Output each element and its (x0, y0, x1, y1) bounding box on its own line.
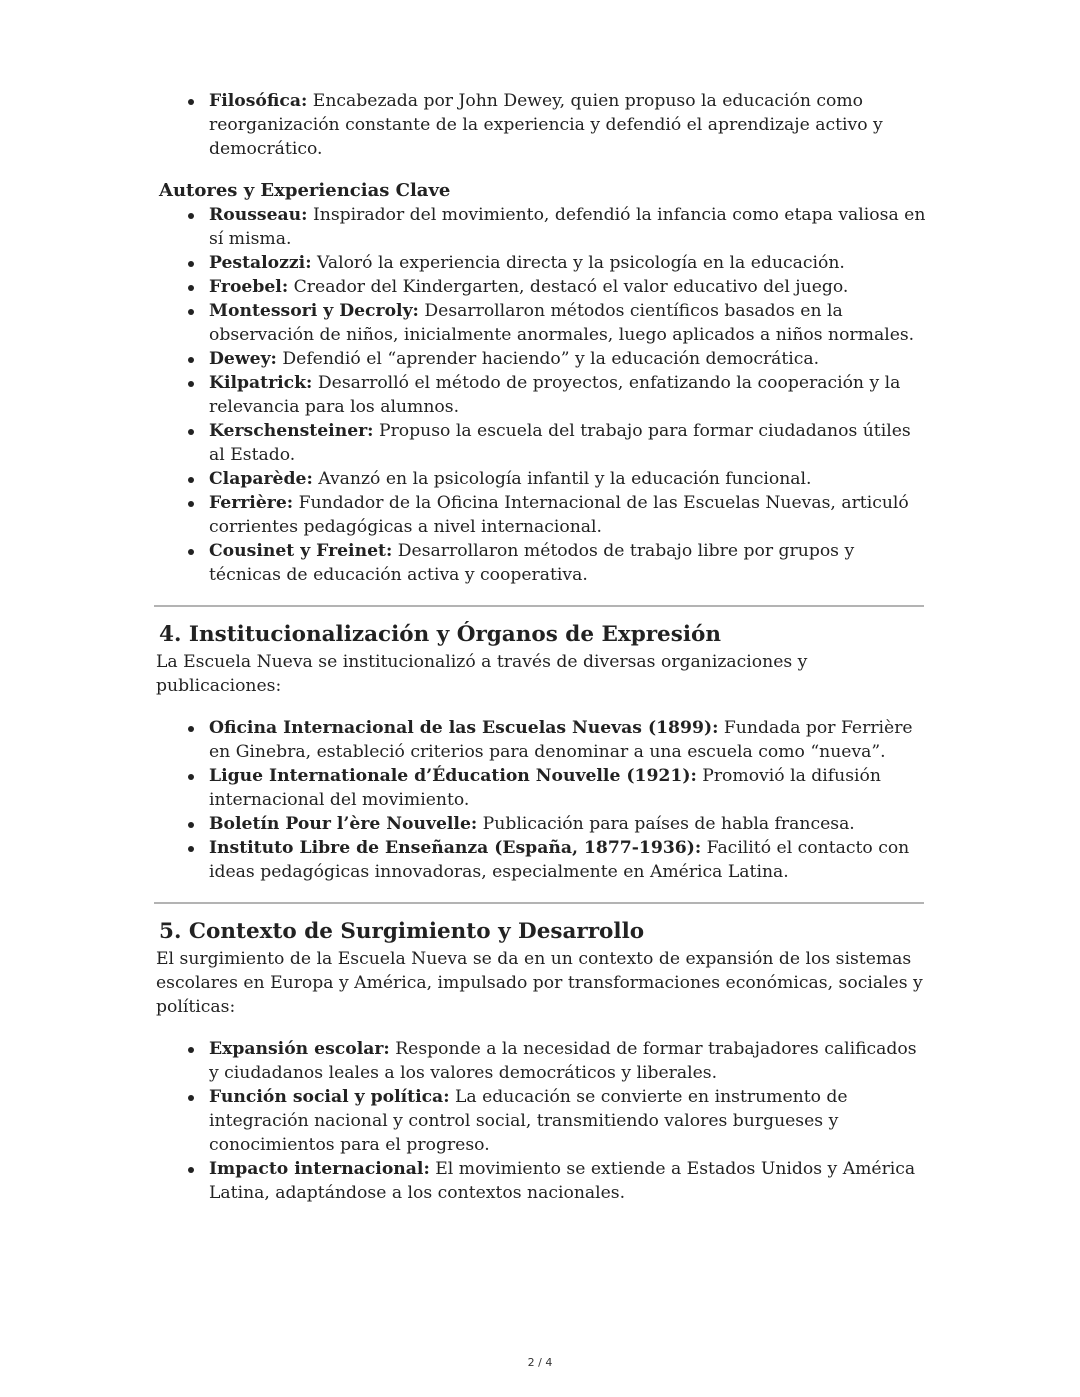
list-item (209, 812, 926, 836)
section-divider (154, 902, 924, 904)
item-text: Desarrollaron métodos científicos basados en la observación de niños, inicialmente anormales, luego aplicados a niños normales. (209, 301, 915, 345)
section-5-intro: El surgimiento de la Escuela Nueva se da en un contexto de expansión de los sistemas escolares en Europa y América, impulsado por transformaciones económicas, sociales y políticas: (156, 949, 923, 1017)
item-text: Encabezada por John Dewey, quien propuso la educación como reorganización constante de la experiencia y defendió el aprendizaje activo y democrático. (209, 91, 883, 159)
item-text: Propuso la escuela del trabajo para formar ciudadanos útiles al Estado. (209, 421, 911, 465)
list-item (209, 539, 926, 587)
item-text: El movimiento se extiende a Estados Unidos y América Latina, adaptándose a los contextos nacionales. (209, 1159, 916, 1203)
item-term: Función social y política: (209, 1087, 450, 1107)
item-text: Publicación para países de habla francesa. (477, 814, 855, 834)
item-term: Filosófica: (209, 91, 308, 111)
item-term: Ligue Internationale d’Éducation Nouvelle (1921): (209, 766, 697, 786)
item-term: Cousinet y Freinet: (209, 541, 393, 561)
list-item (209, 371, 926, 419)
item-text: Defendió el “aprender haciendo” y la educación democrática. (276, 349, 820, 369)
item-term: Rousseau: (209, 205, 308, 225)
top-list (156, 89, 926, 161)
item-text: Fundador de la Oficina Internacional de las Escuelas Nuevas, articuló corrientes pedagógicas a nivel internacional. (209, 493, 909, 537)
list-item (209, 275, 926, 299)
item-term: Dewey: (209, 349, 277, 369)
section-4-intro: La Escuela Nueva se institucionalizó a través de diversas organizaciones y publicaciones: (156, 652, 808, 696)
list-item (209, 347, 926, 371)
item-text: Desarrollaron métodos de trabajo libre por grupos y técnicas de educación activa y cooperativa. (209, 541, 855, 585)
item-term: Froebel: (209, 277, 289, 297)
item-term: Oficina Internacional de las Escuelas Nuevas (1899): (209, 718, 719, 738)
list-item (209, 1037, 926, 1085)
list-item (209, 1157, 926, 1205)
section-5-list (156, 1037, 926, 1205)
page-indicator: 2 / 4 (527, 1356, 553, 1369)
item-text: La educación se convierte en instrumento de integración nacional y control social, transmitiendo valores burgueses y conocimientos para el progreso. (209, 1087, 848, 1155)
item-term: Montessori y Decroly: (209, 301, 419, 321)
list-item (209, 251, 926, 275)
item-term: Expansión escolar: (209, 1039, 390, 1059)
item-term: Impacto internacional: (209, 1159, 430, 1179)
authors-heading: Autores y Experiencias Clave (159, 180, 451, 201)
list-item (209, 1085, 926, 1157)
list-item (209, 89, 926, 161)
list-item (209, 419, 926, 467)
list-item (209, 764, 926, 812)
item-text: Fundada por Ferrière en Ginebra, estableció criterios para denominar a una escuela como “nueva”. (209, 718, 913, 762)
document-page (156, 89, 926, 1205)
section-divider (154, 605, 924, 607)
item-text: Responde a la necesidad de formar trabajadores calificados y ciudadanos leales a los valores democráticos y liberales. (209, 1039, 917, 1083)
section-5-title: 5. Contexto de Surgimiento y Desarrollo (159, 919, 645, 944)
item-term: Pestalozzi: (209, 253, 312, 273)
item-term: Kerschensteiner: (209, 421, 374, 441)
list-item (209, 491, 926, 539)
list-item (209, 716, 926, 764)
item-term: Claparède: (209, 469, 313, 489)
item-text: Avanzó en la psicología infantil y la educación funcional. (312, 469, 812, 489)
list-item (209, 299, 926, 347)
list-item (209, 836, 926, 884)
item-text: Facilitó el contacto con ideas pedagógicas innovadoras, especialmente en América Latina. (209, 838, 910, 882)
item-text: Promovió la difusión internacional del movimiento. (209, 766, 881, 810)
section-4-list (156, 716, 926, 884)
item-term: Ferrière: (209, 493, 294, 513)
item-text: Valoró la experiencia directa y la psicología en la educación. (311, 253, 845, 273)
item-term: Instituto Libre de Enseñanza (España, 1877-1936): (209, 838, 702, 858)
authors-list (156, 203, 926, 587)
item-text: Desarrolló el método de proyectos, enfatizando la cooperación y la relevancia para los alumnos. (209, 373, 901, 417)
item-text: Creador del Kindergarten, destacó el valor educativo del juego. (288, 277, 849, 297)
item-text: Inspirador del movimiento, defendió la infancia como etapa valiosa en sí misma. (209, 205, 926, 249)
list-item (209, 467, 926, 491)
section-4-title: 4. Institucionalización y Órganos de Expresión (159, 622, 721, 647)
item-term: Boletín Pour l’ère Nouvelle: (209, 814, 478, 834)
list-item (209, 203, 926, 251)
item-term: Kilpatrick: (209, 373, 313, 393)
